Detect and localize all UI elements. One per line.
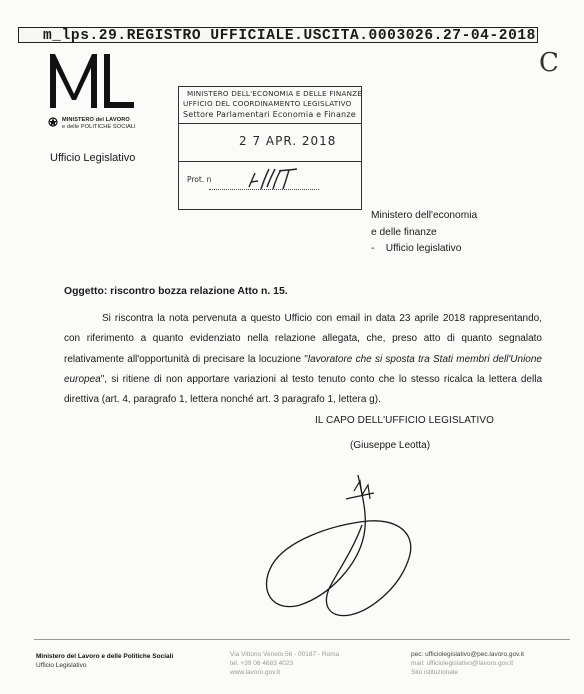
stamp-date: 2 7 APR. 2018 xyxy=(239,134,337,148)
ministry-caption xyxy=(48,117,136,130)
footer-address xyxy=(230,650,339,677)
protocol-registration-bar: m_lps.29.REGISTRO UFFICIALE.USCITA.0003026.27-04-2018 xyxy=(18,27,538,43)
footer-ministry-name: Ministero del Lavoro e delle Politiche Sociali xyxy=(36,653,174,660)
body-quoted-phrase: lavoratore che si sposta tra Stati membri dell'Unione europea xyxy=(64,353,542,385)
recipient-line3: - Ufficio legislativo xyxy=(371,243,462,254)
protocol-number-line xyxy=(209,189,319,190)
footer-office-name: Ufficio Legislativo xyxy=(36,662,87,669)
recipient-line1: Ministero dell'economia xyxy=(371,210,478,221)
stamp-protocol-label: Prot. n xyxy=(187,175,212,184)
recipient-line2: e delle finanze xyxy=(371,226,437,238)
footer-divider xyxy=(34,639,570,640)
stamp-line3: Settore Parlamentari Economia e Finanze xyxy=(183,110,356,119)
subject-line: Oggetto: riscontro bozza relazione Atto n. 15. xyxy=(64,286,288,297)
footer-address-line1: Via Vittorio Veneto 56 - 00187 - Roma xyxy=(230,651,340,658)
signatory-name: (Giuseppe Leotta) xyxy=(350,440,431,451)
footer-contacts xyxy=(411,650,524,677)
body-paragraph xyxy=(64,309,542,410)
sender-office: Ufficio Legislativo xyxy=(50,152,136,164)
ministry-caption-line2: e delle POLITICHE SOCIALI xyxy=(62,123,136,130)
signature-scribble-icon xyxy=(250,455,430,630)
recipient-block xyxy=(371,208,477,258)
signatory-title: IL CAPO DELL'UFFICIO LEGISLATIVO xyxy=(315,415,495,426)
handwritten-signature xyxy=(250,455,430,630)
stamp-divider xyxy=(179,161,361,162)
footer-ministry xyxy=(36,652,173,670)
letter-body xyxy=(64,309,542,410)
footer-site-line: Sito istituzionale xyxy=(411,669,458,676)
stamp-line1: MINISTERO DELL'ECONOMIA E DELLE FINANZE xyxy=(187,89,363,98)
handwritten-mark: C xyxy=(539,48,559,78)
footer-address-line2: tel. +39 06 4683 4023 xyxy=(230,660,294,667)
footer-address-line3: www.lavoro.gov.it xyxy=(230,669,281,676)
ministry-caption-line1: MINISTERO del LAVORO xyxy=(62,117,130,123)
handwritten-protocol-number-icon xyxy=(245,165,325,191)
body-text-part1: Si riscontra la nota pervenuta a questo Ufficio con email in data 23 aprile 2018 rappresentando, con riferimento a quanto evidenziato nella relazione allegata, che, preso atto di quanto segnalato relativamente all'opportunità di precisare la locuzione " xyxy=(64,313,542,365)
footer-mail-line: mail: ufficiolegislativo@lavoro.gov.it xyxy=(411,660,514,667)
footer-pec-line: pec: ufficiolegislativo@pec.lavoro.gov.it xyxy=(411,651,524,658)
stamp-divider xyxy=(179,123,361,124)
reception-stamp xyxy=(178,86,362,210)
body-text-part2: ", si ritiene di non apportare variazioni al testo tenuto conto che lo stesso ricalca la lettera della direttiva (art. 4, paragrafo 1, lettera nonché art. 3 paragrafo 1, lettera g). xyxy=(64,373,542,406)
stamp-line2: UFFICIO DEL COORDINAMENTO LEGISLATIVO xyxy=(183,99,352,108)
